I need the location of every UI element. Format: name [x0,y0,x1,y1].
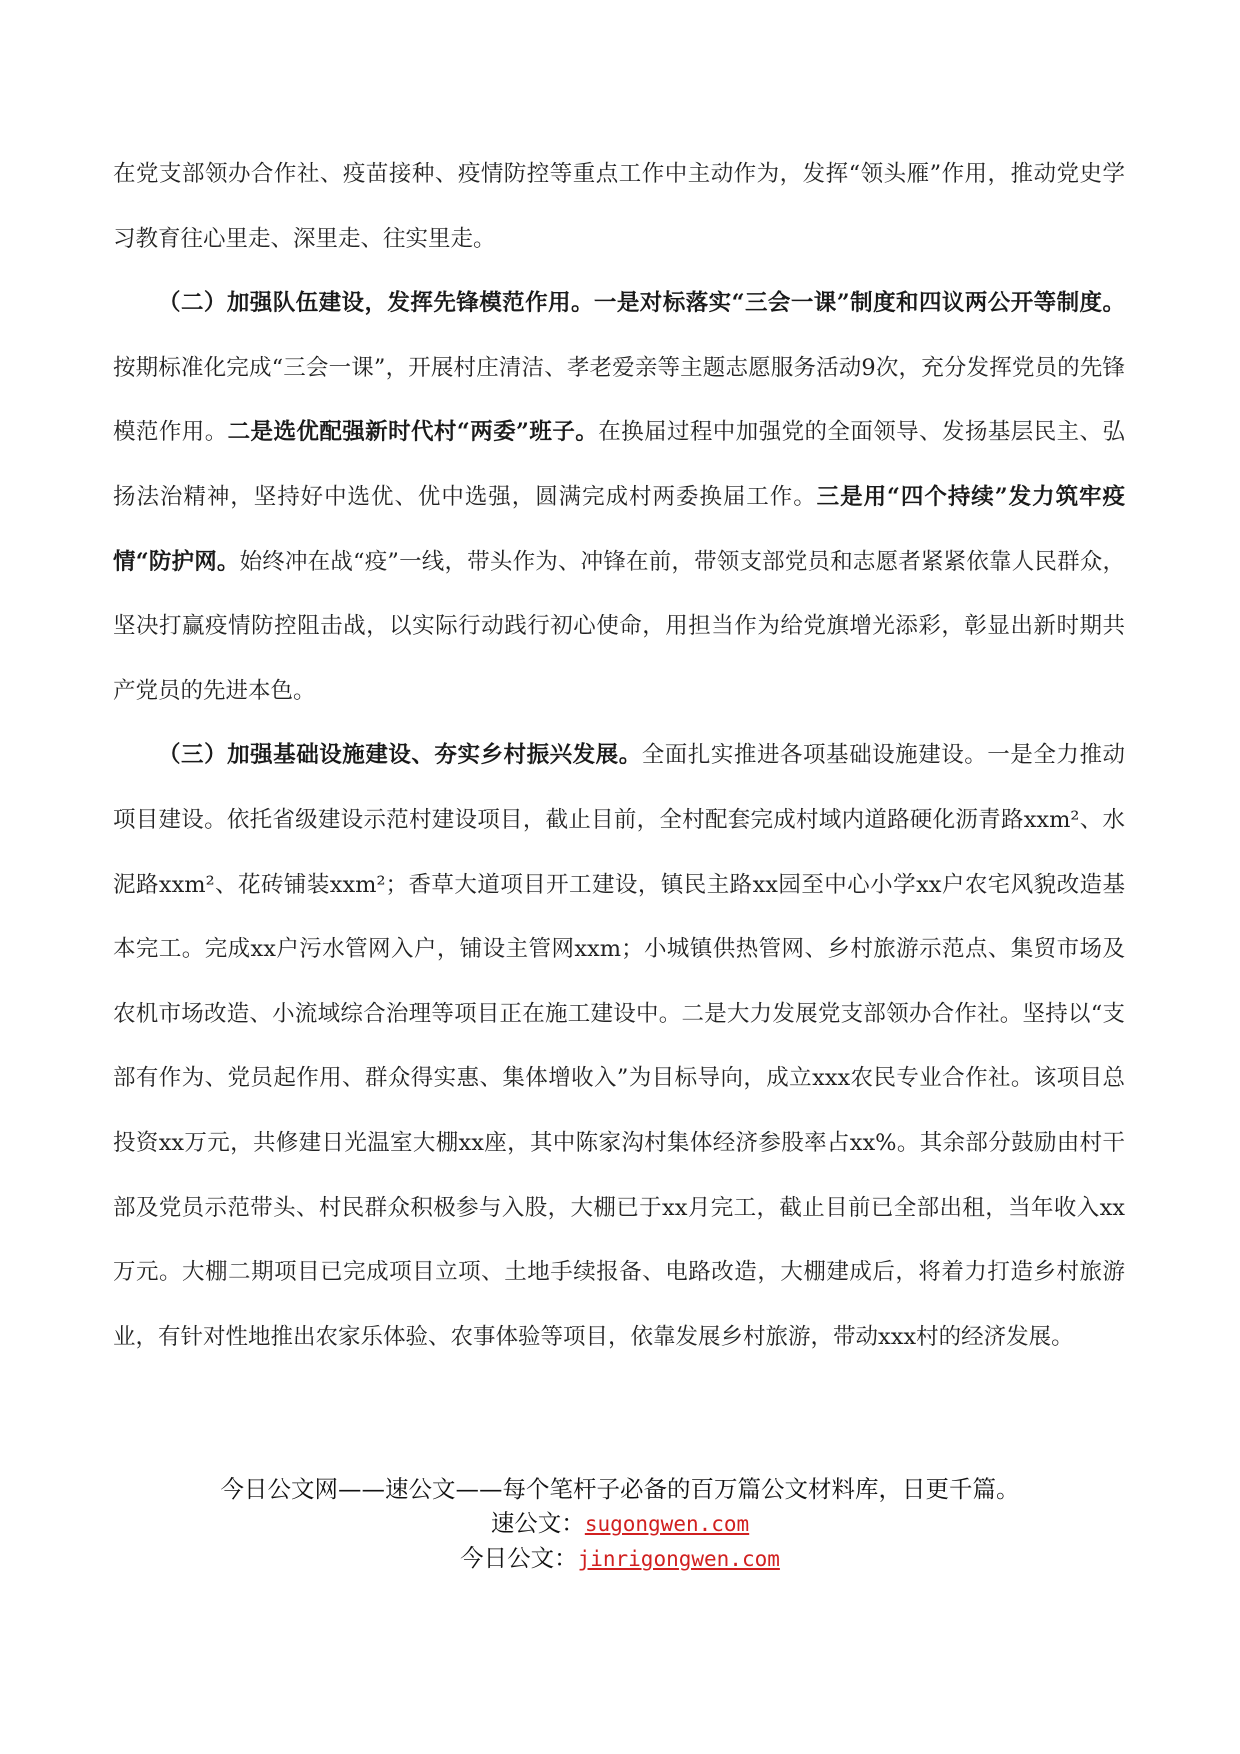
document-body [113,142,1125,1369]
bold-point-three: 三是用“四个持续”发力筑牢疫情“防护网。 [113,483,1125,575]
footer-tagline: 今日公文网——速公文——每个笔杆子必备的百万篇公文材料库，日更千篇。 [220,1475,1020,1503]
footer-label-sugongwen: 速公文： [490,1509,585,1537]
text-segment: 按期标准化完成“三会一课”，开展村庄清洁、孝老爱亲等主题志愿服务活动9次，充分发挥党员的先锋模范作用。 [113,354,1125,446]
paragraph-team-building [113,271,1125,723]
footer-link-row-jinrigongwen [0,1541,1240,1576]
footer-link-row-sugongwen [0,1506,1240,1541]
text-segment: 在换届过程中加强党的全面领导、发扬基层民主、弘扬法治精神，坚持好中选优、优中选强，圆满完成村两委换届工作。 [113,419,1125,510]
paragraph-infrastructure [113,723,1125,1369]
footer [0,1472,1240,1576]
bold-point-two: 二是选优配强新时代村“两委”班子。 [227,419,599,446]
text-segment: 始终冲在战“疫”一线，带头作为、冲锋在前，带领支部党员和志愿者紧紧依靠人民群众，坚决打赢疫情防控阻击战，以实际行动践行初心使命，用担当作为给党旗增光添彩，彰显出新时期共产党员的先进本色。 [113,548,1125,704]
heading-team-building: （二）加强队伍建设，发挥先锋模范作用。一是对标落实“三会一课”制度和四议两公开等制度。 [158,290,1125,317]
text-segment: 在党支部领办合作社、疫苗接种、疫情防控等重点工作中主动作为，发挥“领头雁”作用，推动党史学习教育往心里走、深里走、往实里走。 [113,161,1125,252]
heading-infrastructure: （三）加强基础设施建设、夯实乡村振兴发展。 [158,742,642,769]
footer-label-jinrigongwen: 今日公文： [460,1544,578,1572]
paragraph-intro [113,142,1125,271]
jinrigongwen-link[interactable]: jinrigongwen.com [577,1547,780,1571]
sugongwen-link[interactable]: sugongwen.com [584,1512,750,1536]
text-segment: 全面扎实推进各项基础设施建设。一是全力推动项目建设。依托省级建设示范村建设项目，截止目前，全村配套完成村域内道路硬化沥青路xxm²、水泥路xxm²、花砖铺装xxm²；香草大道项目开工建设，镇民主路xx园至中心小学xx户农宅风貌改造基本完工。完成xx户污水管网入户，铺设主管网xxm；小城镇供热管网、乡村旅游示范点、集贸市场及农机市场改造、小流域综合治理等项目正在施工建设中。二是大力发展党支部领办合作社。坚持以“支部有作为、党员起作用、群众得实惠、集体增收入”为目标导向，成立xxx农民专业合作社。该项目总投资xx万元，共修建日光温室大棚xx座，其中陈家沟村集体经济参股率占xx%。其余部分鼓励由村干部及党员示范带头、村民群众积极参与入股，大棚已于xx月完工，截止目前已全部出租，当年收入xx万元。大棚二期项目已完成项目立项、土地手续报备、电路改造，大棚建成后，将着力打造乡村旅游业，有针对性地推出农家乐体验、农事体验等项目，依靠发展乡村旅游，带动xxx村的经济发展。 [113,742,1125,1350]
